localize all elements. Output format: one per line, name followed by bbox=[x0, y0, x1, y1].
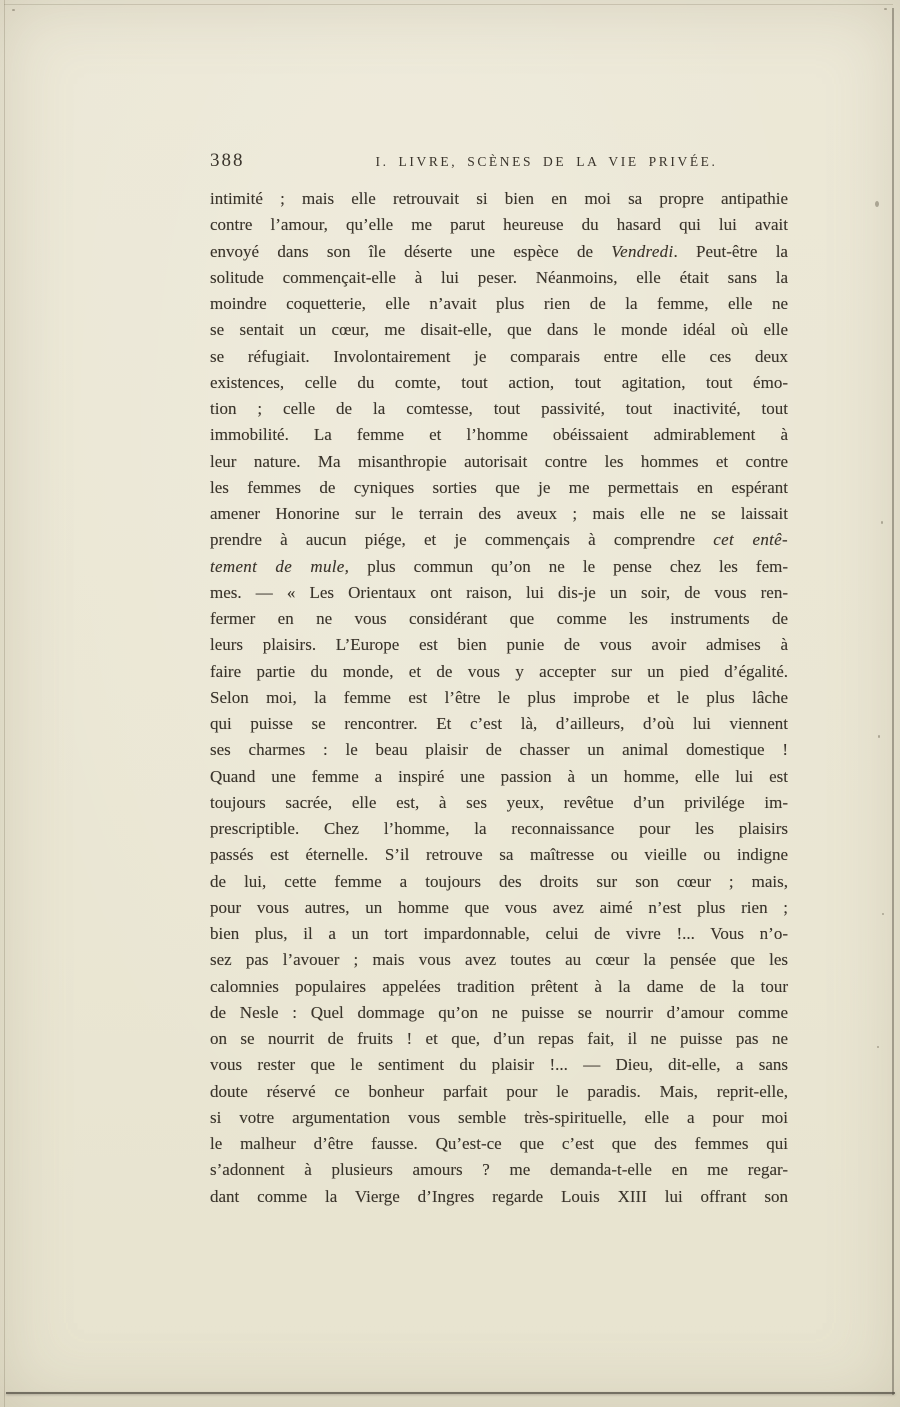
text-line: qui puisse se rencontrer. Et c’est là, d’ailleurs, d’où lui viennent bbox=[210, 714, 788, 733]
italic-text: Vendredi bbox=[611, 241, 674, 261]
scan-speck bbox=[12, 9, 15, 11]
text-line: amener Honorine sur le terrain des aveux ; mais elle ne se laissait bbox=[210, 504, 788, 523]
text-line: bien plus, il a un tort impardonnable, celui de vivre !... Vous n’o- bbox=[210, 924, 788, 943]
scan-edge-left bbox=[4, 0, 5, 1407]
text-line: toujours sacrée, elle est, à ses yeux, revêtue d’un privilége im- bbox=[210, 792, 788, 812]
text-line: se sentait un cœur, me disait-elle, que dans le monde idéal où elle bbox=[210, 320, 788, 340]
scan-edge-right bbox=[892, 8, 894, 1395]
text-line: prescriptible. Chez l’homme, la reconnaissance pour les plaisirs bbox=[210, 819, 788, 838]
text-line: de Nesle : Quel dommage qu’on ne puisse se nourrir d’amour comme bbox=[210, 1002, 788, 1022]
text-block bbox=[210, 186, 788, 1210]
text-line: dant comme la Vierge d’Ingres regarde Louis XIII lui offrant son bbox=[210, 1186, 788, 1206]
text-line: on se nourrit de fruits ! et que, d’un repas fait, il ne puisse pas ne bbox=[210, 1029, 788, 1048]
text-line: faire partie du monde, et de vous y accepter sur un pied d’égalité. bbox=[210, 661, 788, 681]
text-line: tion ; celle de la comtesse, tout passivité, tout inactivité, tout bbox=[210, 399, 788, 418]
text-line: vous rester que le sentiment du plaisir !... — Dieu, dit-elle, a sans bbox=[210, 1055, 788, 1075]
scan-speck bbox=[875, 201, 879, 207]
text-line: Quand une femme a inspiré une passion à un homme, elle lui est bbox=[210, 766, 788, 786]
text-line: leur nature. Ma misanthropie autorisait contre les hommes et contre bbox=[210, 451, 788, 471]
scan-speck bbox=[877, 1046, 879, 1048]
text-line: prendre à aucun piége, et je commençais à comprendre cet entê- bbox=[210, 530, 788, 550]
text-line: intimité ; mais elle retrouvait si bien en moi sa propre antipathie bbox=[210, 189, 788, 208]
text-line: leurs plaisirs. L’Europe est bien punie de vous avoir admises à bbox=[210, 635, 788, 655]
text-line: se réfugiait. Involontairement je comparais entre elle ces deux bbox=[210, 346, 788, 366]
text-line: le malheur d’être fausse. Qu’est-ce que c’est que des femmes qui bbox=[210, 1134, 788, 1153]
scan-speck bbox=[881, 521, 883, 524]
text-line: sez pas l’avouer ; mais vous avez toutes au cœur la pensée que les bbox=[210, 950, 788, 970]
italic-text: cet entê- bbox=[713, 530, 788, 550]
text-line: existences, celle du comte, tout action, tout agitation, tout émo- bbox=[210, 372, 788, 392]
page-header bbox=[210, 150, 788, 172]
text-line: moindre coquetterie, elle n’avait plus rien de la femme, elle ne bbox=[210, 294, 788, 313]
text-line: solitude commençait-elle à lui peser. Néanmoins, elle était sans la bbox=[210, 267, 788, 287]
text-line: Selon moi, la femme est l’être le plus improbe et le plus lâche bbox=[210, 687, 788, 707]
scan-speck bbox=[882, 913, 884, 915]
scan-speck bbox=[878, 735, 880, 738]
text-line: contre l’amour, qu’elle me parut heureuse du hasard qui lui avait bbox=[210, 215, 788, 235]
scan-speck bbox=[884, 8, 887, 10]
text-line: s’adonnent à plusieurs amours ? me demanda-t-elle en me regar- bbox=[210, 1160, 788, 1180]
text-line: pour vous autres, un homme que vous avez aimé n’est plus rien ; bbox=[210, 897, 788, 917]
italic-text: tement de mule, bbox=[210, 556, 350, 576]
text-line: mes. — « Les Orientaux ont raison, lui dis-je un soir, de vous ren- bbox=[210, 582, 788, 602]
text-line: immobilité. La femme et l’homme obéissaient admirablement à bbox=[210, 425, 788, 445]
running-title: I. LIVRE, SCÈNES DE LA VIE PRIVÉE. bbox=[375, 154, 718, 169]
text-line: doute réservé ce bonheur parfait pour le paradis. Mais, reprit-elle, bbox=[210, 1081, 788, 1101]
text-line: si votre argumentation vous semble très-spirituelle, elle a pour moi bbox=[210, 1107, 788, 1127]
text-line: tement de mule, plus commun qu’on ne le pense chez les fem- bbox=[210, 556, 789, 576]
text-line: calomnies populaires appelées tradition prêtent à la dame de la tour bbox=[210, 976, 788, 996]
text-line: fermer en ne vous considérant que comme les instruments de bbox=[210, 609, 788, 628]
page-number: 388 bbox=[210, 150, 245, 171]
text-line: de lui, cette femme a toujours des droits sur son cœur ; mais, bbox=[210, 871, 788, 891]
scan-edge-top bbox=[4, 4, 893, 5]
scan-edge-bottom bbox=[6, 1392, 895, 1394]
text-line: les femmes de cyniques sorties que je me permettais en espérant bbox=[210, 477, 788, 497]
text-line: ses charmes : le beau plaisir de chasser un animal domestique ! bbox=[210, 740, 788, 760]
text-line: envoyé dans son île déserte une espèce de Vendredi. Peut-être la bbox=[210, 241, 788, 261]
text-line: passés est éternelle. S’il retrouve sa maîtresse ou vieille ou indigne bbox=[210, 845, 788, 865]
